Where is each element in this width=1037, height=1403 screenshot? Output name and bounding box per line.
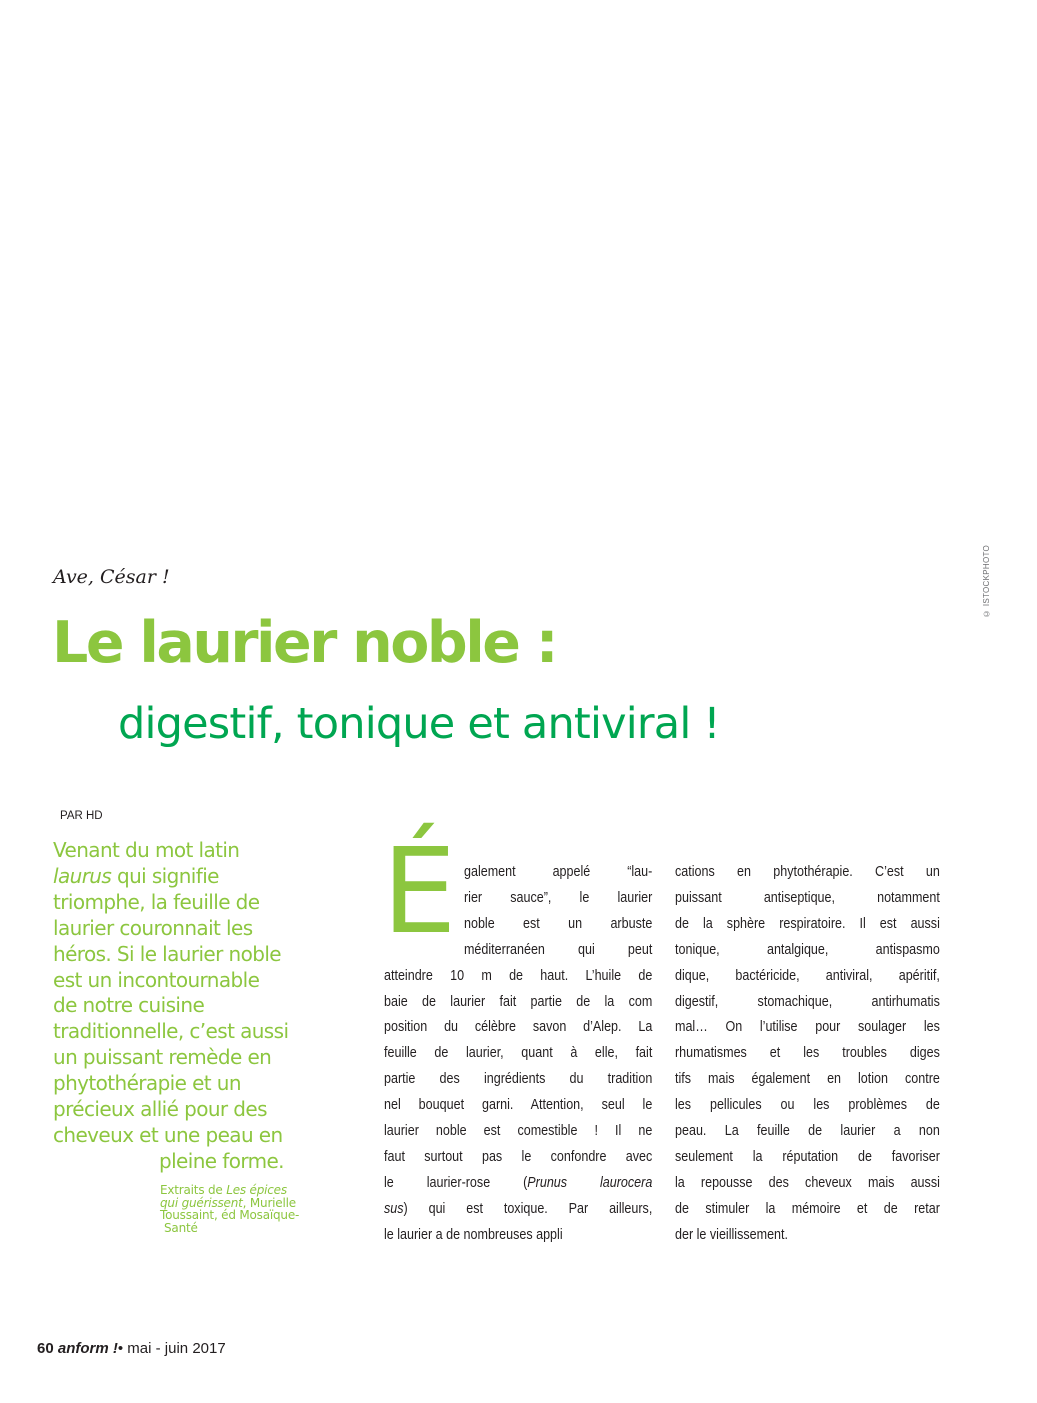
- body-line: faut surtout pas le confondre avec: [384, 1148, 653, 1165]
- article-subtitle: digestif, tonique et antiviral !: [118, 699, 720, 749]
- body-line: noble est un arbuste: [463, 915, 653, 932]
- source-text: , Murielle: [242, 1195, 296, 1210]
- lead-line: Venant du mot latin: [53, 838, 240, 862]
- body-column-2: [675, 860, 940, 1249]
- body-line: [384, 1197, 652, 1223]
- body-line: der le vieillissement.: [675, 1226, 789, 1243]
- body-line: peau. La feuille de laurier a non: [675, 1123, 940, 1140]
- issue-date: mai - juin 2017: [127, 1340, 226, 1357]
- lead-line: laurier couronnait les: [53, 915, 253, 940]
- body-line: feuille de laurier, quant à elle, fait: [384, 1045, 653, 1062]
- body-column-1: [384, 860, 652, 1249]
- body-line: baie de laurier fait partie de la com: [384, 993, 653, 1010]
- body-line: galement appelé “lau-: [463, 864, 653, 880]
- body-line: le laurier a de nombreuses appli: [384, 1226, 563, 1243]
- article-title: Le laurier noble :: [52, 610, 557, 676]
- body-line: de stimuler la mémoire et de retar: [675, 1200, 940, 1217]
- body-line: les pellicules ou les problèmes de: [675, 1097, 940, 1114]
- source-citation: [160, 1184, 360, 1234]
- body-line: atteindre 10 m de haut. L’huile de: [384, 967, 653, 984]
- body-line: rhumatismes et les troubles diges: [675, 1045, 940, 1062]
- lead-latin-word: laurus: [53, 863, 112, 888]
- body-line: tonique, antalgique, antispasmo: [675, 941, 940, 958]
- lead-line: un puissant remède en: [53, 1045, 272, 1070]
- drop-cap: É: [382, 822, 457, 960]
- magazine-name: anform !: [57, 1340, 118, 1357]
- body-line: rier sauce”, le laurier: [463, 889, 653, 906]
- source-book-title: qui guérissent: [160, 1195, 243, 1210]
- body-line: nel bouquet garni. Attention, seul le: [384, 1097, 653, 1114]
- body-line: tifs mais également en lotion contre: [675, 1071, 940, 1088]
- lead-line: laurus qui signifie: [53, 863, 219, 888]
- lead-line: traditionnelle, c’est aussi: [53, 1019, 289, 1044]
- body-line: mal… On l’utilise pour soulager les: [675, 1019, 940, 1036]
- body-line: partie des ingrédients du tradition: [384, 1071, 653, 1088]
- body-line: dique, bactéricide, antiviral, apéritif,: [675, 967, 940, 984]
- page-number: 60: [37, 1340, 54, 1357]
- lead-line: précieux allié pour des: [53, 1097, 267, 1122]
- body-line: puissant antiseptique, notamment: [675, 889, 940, 906]
- lead-line: triomphe, la feuille de: [53, 889, 260, 914]
- body-line: de la sphère respiratoire. Il est aussi: [675, 915, 940, 932]
- body-line: cations en phytothérapie. C’est un: [675, 864, 940, 880]
- body-line: [384, 1171, 652, 1197]
- body-line: position du célèbre savon d’Alep. La: [384, 1019, 653, 1036]
- lead-line: phytothérapie et un: [53, 1071, 241, 1096]
- body-line: seulement la réputation de favoriser: [675, 1148, 940, 1165]
- lead-line: pleine forme.: [159, 1148, 284, 1173]
- footer-separator: •: [117, 1340, 124, 1357]
- lead-line: héros. Si le laurier noble: [53, 941, 281, 966]
- body-line: méditerranéen qui peut: [463, 941, 653, 958]
- latin-name: sus: [384, 1200, 404, 1217]
- kicker: Ave, César !: [53, 566, 170, 588]
- source-line: Santé: [164, 1220, 198, 1235]
- body-text: le laurier-rose (: [384, 1174, 528, 1191]
- lead-paragraph: [53, 838, 353, 1175]
- body-line: digestif, stomachique, antirhumatis: [675, 993, 940, 1010]
- byline: PAR HD: [60, 810, 103, 822]
- page-footer: [37, 1340, 226, 1357]
- source-text: Extraits de: [160, 1183, 227, 1197]
- source-line: Toussaint, éd Mosaïque-: [160, 1208, 300, 1222]
- lead-line: cheveux et une peau en: [53, 1122, 283, 1147]
- source-book-title: Les épices: [226, 1183, 287, 1197]
- photo-credit: © ISTOCKPHOTO: [982, 544, 991, 618]
- body-line: laurier noble est comestible ! Il ne: [384, 1123, 653, 1140]
- lead-line: est un incontournable: [53, 967, 260, 992]
- lead-line: de notre cuisine: [53, 993, 205, 1018]
- body-line: la repousse des cheveux mais aussi: [675, 1174, 940, 1191]
- latin-name: Prunus laurocera: [527, 1174, 653, 1191]
- body-text: ) qui est toxique. Par ailleurs,: [403, 1200, 653, 1217]
